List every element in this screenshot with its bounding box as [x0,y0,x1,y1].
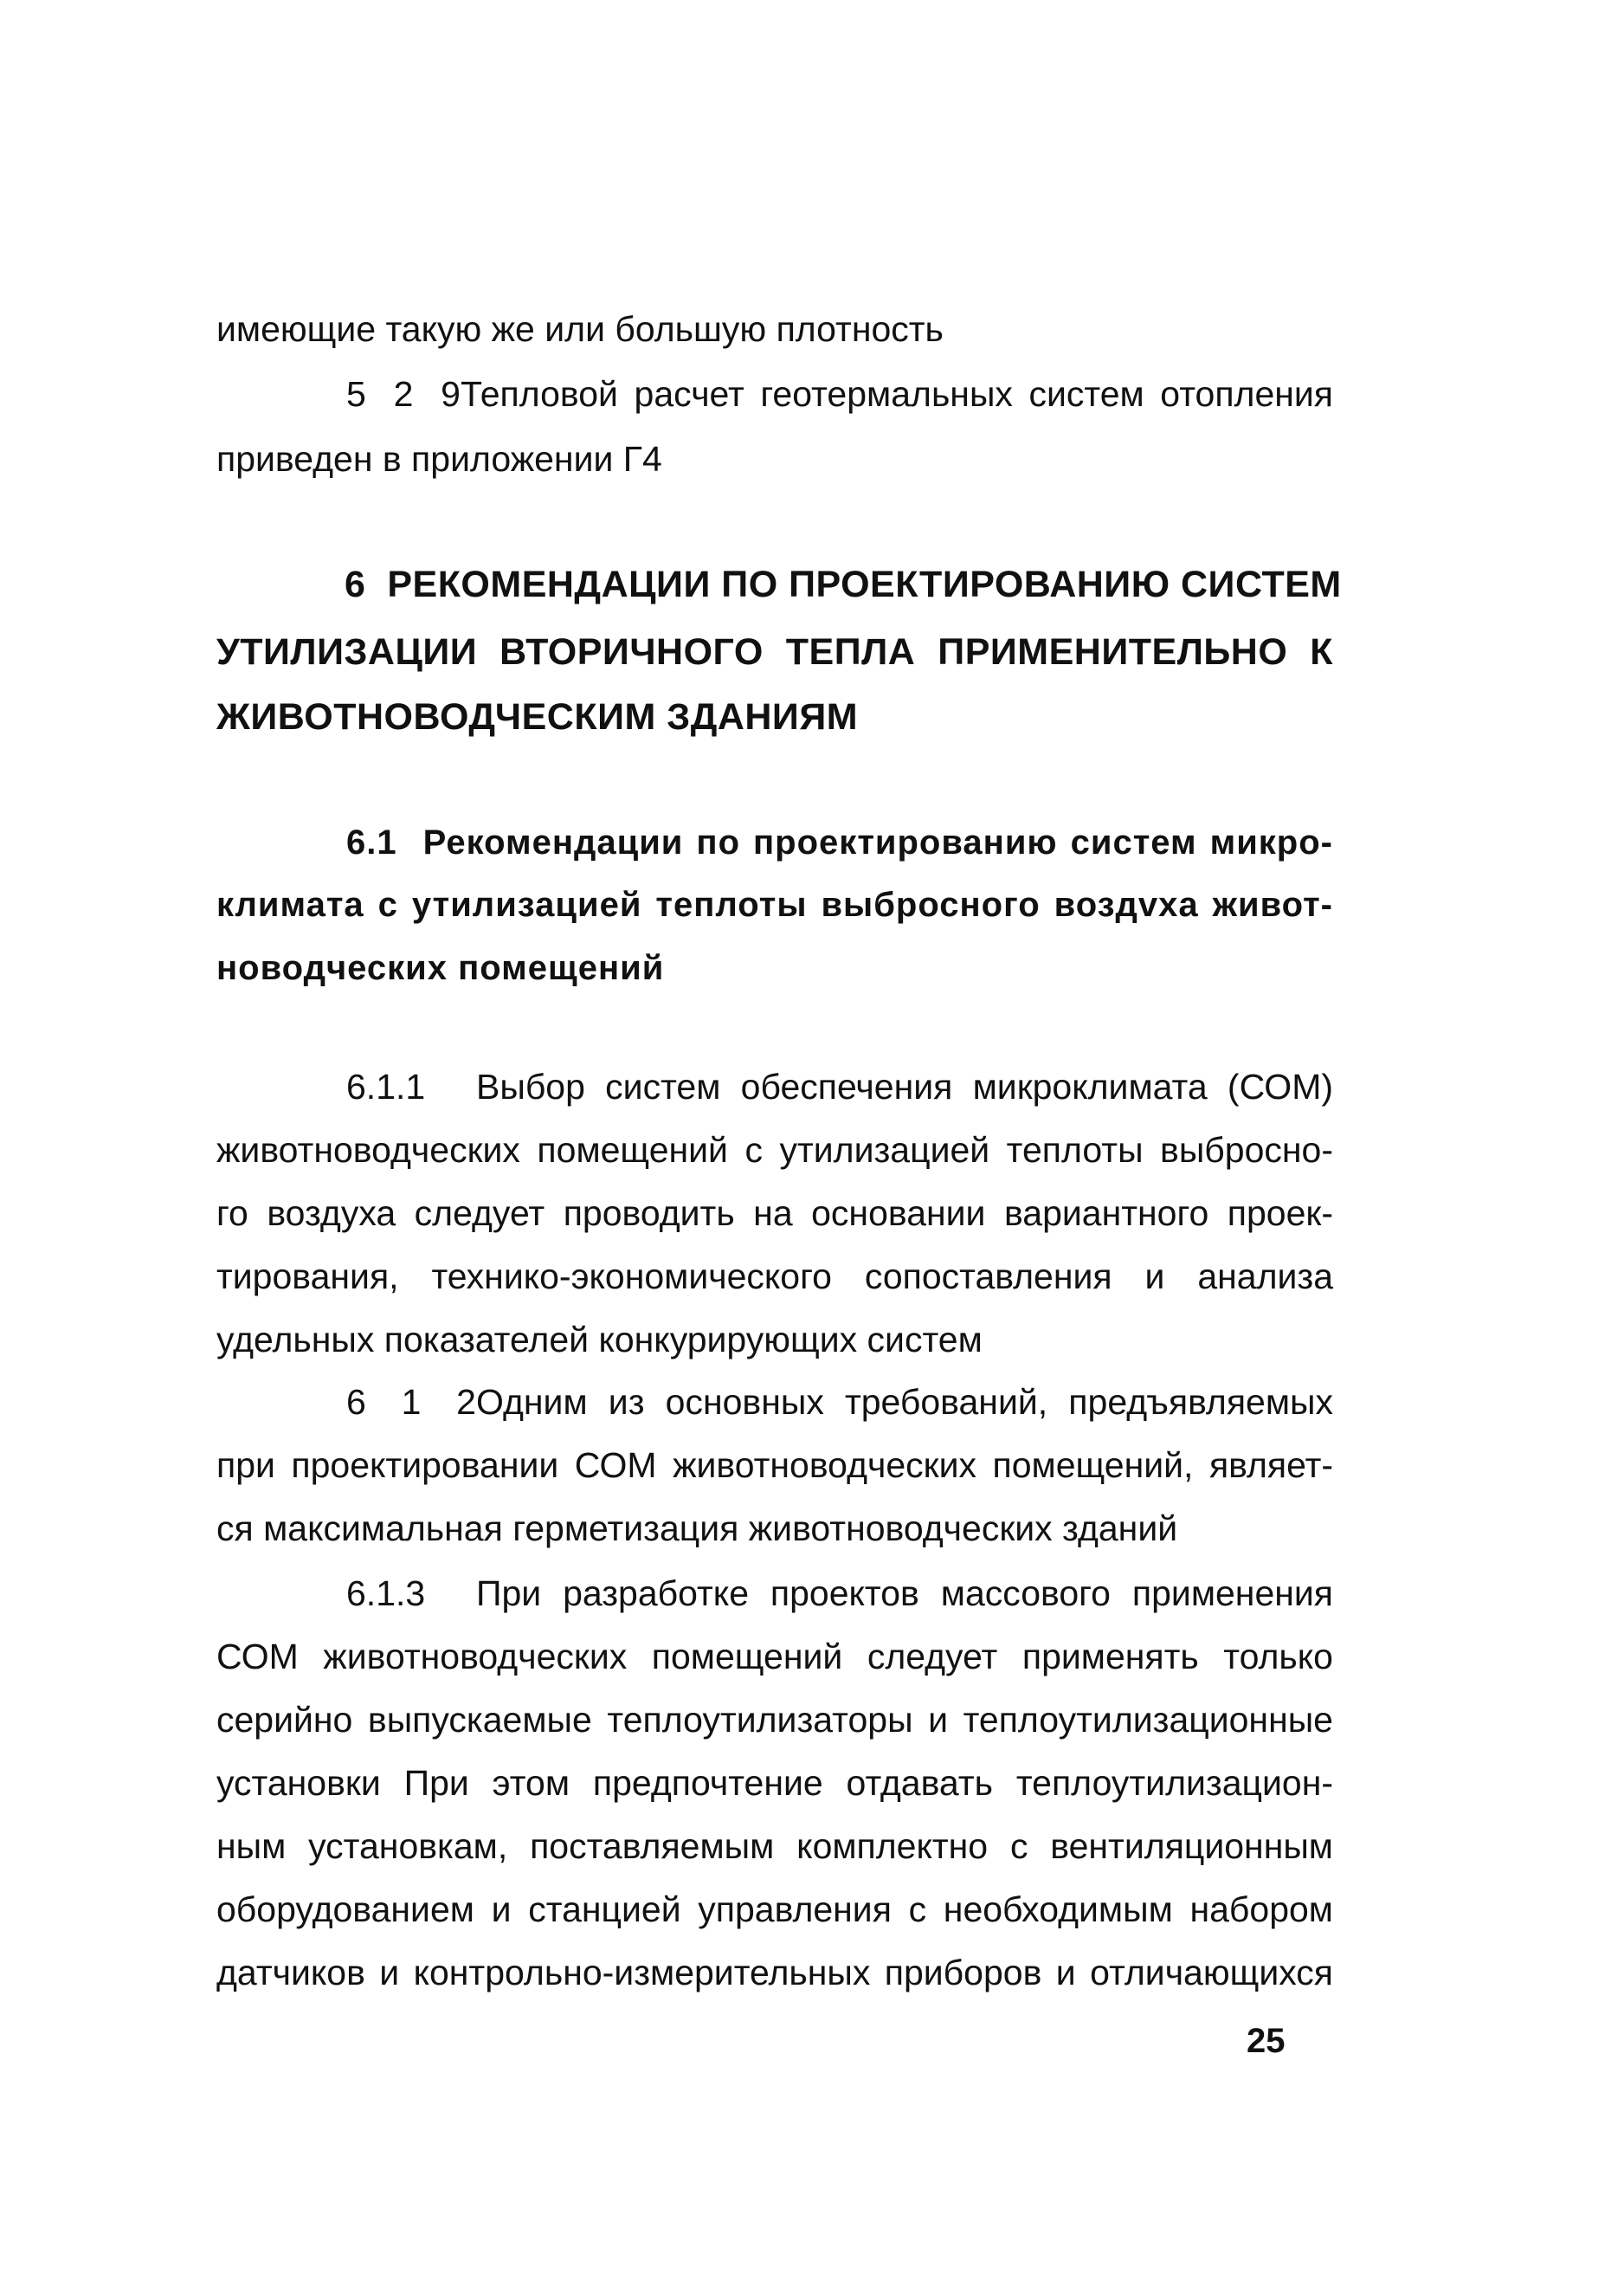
paragraph-611-line-5: удельных показателей конкурирующих систем [216,1320,983,1359]
section-6-1-title-line-1 [346,821,1333,864]
paragraph-text: При разработке проектов массового применения [476,1573,1333,1613]
paragraph-611-line-2: животноводческих помещений с утилизацией теплоты выбросно- [216,1130,1333,1170]
section-6-1-title-line-2: климата с утилизацией теплоты выбросного воздvха живот- [216,886,1333,924]
paragraph-613-line-5: ным установкам, поставляемым комплектно с вентиляционным [216,1826,1333,1866]
paragraph-613-line-7: датчиков и контрольно-измерительных приборов и отличающихся [216,1953,1333,1992]
section-number: 6.1 [346,823,397,862]
paragraph-613-line-6: оборудованием и станцией управления с необходимым набором [216,1889,1333,1929]
paragraph-612-line-1 [346,1380,1333,1424]
page-number: 25 [1247,2022,1286,2060]
paragraph-611-line-3: го воздуха следует проводить на основании вариантного проек- [216,1193,1333,1233]
paragraph-613-line-2: СОМ животноводческих помещений следует применять только [216,1637,1333,1676]
paragraph-number: 5 2 9 [346,374,461,414]
text-line: имеющие такую же или большую плотность [216,309,944,349]
paragraph-613-line-4: установки При этом предпочтение отдавать теплоутилизацион- [216,1763,1333,1803]
paragraph-number: 6 1 2 [346,1382,476,1422]
paragraph-612-line-2: при проектировании СОМ животноводческих помещений, являет- [216,1445,1333,1485]
paragraph-613-line-3: серийно выпускаемые теплоутилизаторы и теплоутилизационные [216,1700,1333,1740]
paragraph-613-line-1 [346,1572,1333,1615]
section-title: РЕКОМЕНДАЦИИ ПО ПРОЕКТИРОВАНИЮ СИСТЕМ [387,564,1342,605]
section-6-title-line-1 [345,563,1342,606]
paragraph-612-line-3: ся максимальная герметизация животноводческих зданий [216,1508,1178,1548]
paragraph-number: 6.1.1 [346,1067,426,1107]
paragraph-text: Одним из основных требований, предъявляемых [476,1382,1333,1422]
paragraph-611-line-1 [346,1065,1333,1108]
paragraph-611-line-4: тирования, технико-экономического сопоставления и анализа [216,1256,1333,1296]
section-6-1-title-line-3: новодческих помещений [216,949,665,987]
paragraph-text: Выбор систем обеспечения микроклимата (СОМ) [476,1067,1333,1107]
paragraph-text: Тепловой расчет геотермальных систем отопления [461,374,1333,414]
section-6-title-line-3: ЖИВОТНОВОДЧЕСКИМ ЗДАНИЯМ [216,696,859,738]
paragraph-529-line-1 [346,372,1333,416]
section-title: Рекомендации по проектированию систем микро- [422,823,1333,862]
section-6-title-line-2: УТИЛИЗАЦИИ ВТОРИЧНОГО ТЕПЛА ПРИМЕНИТЕЛЬНО К [216,631,1333,673]
section-number: 6 [345,564,366,605]
paragraph-529-line-2: приведен в приложении Г4 [216,439,662,479]
paragraph-number: 6.1.3 [346,1573,426,1613]
